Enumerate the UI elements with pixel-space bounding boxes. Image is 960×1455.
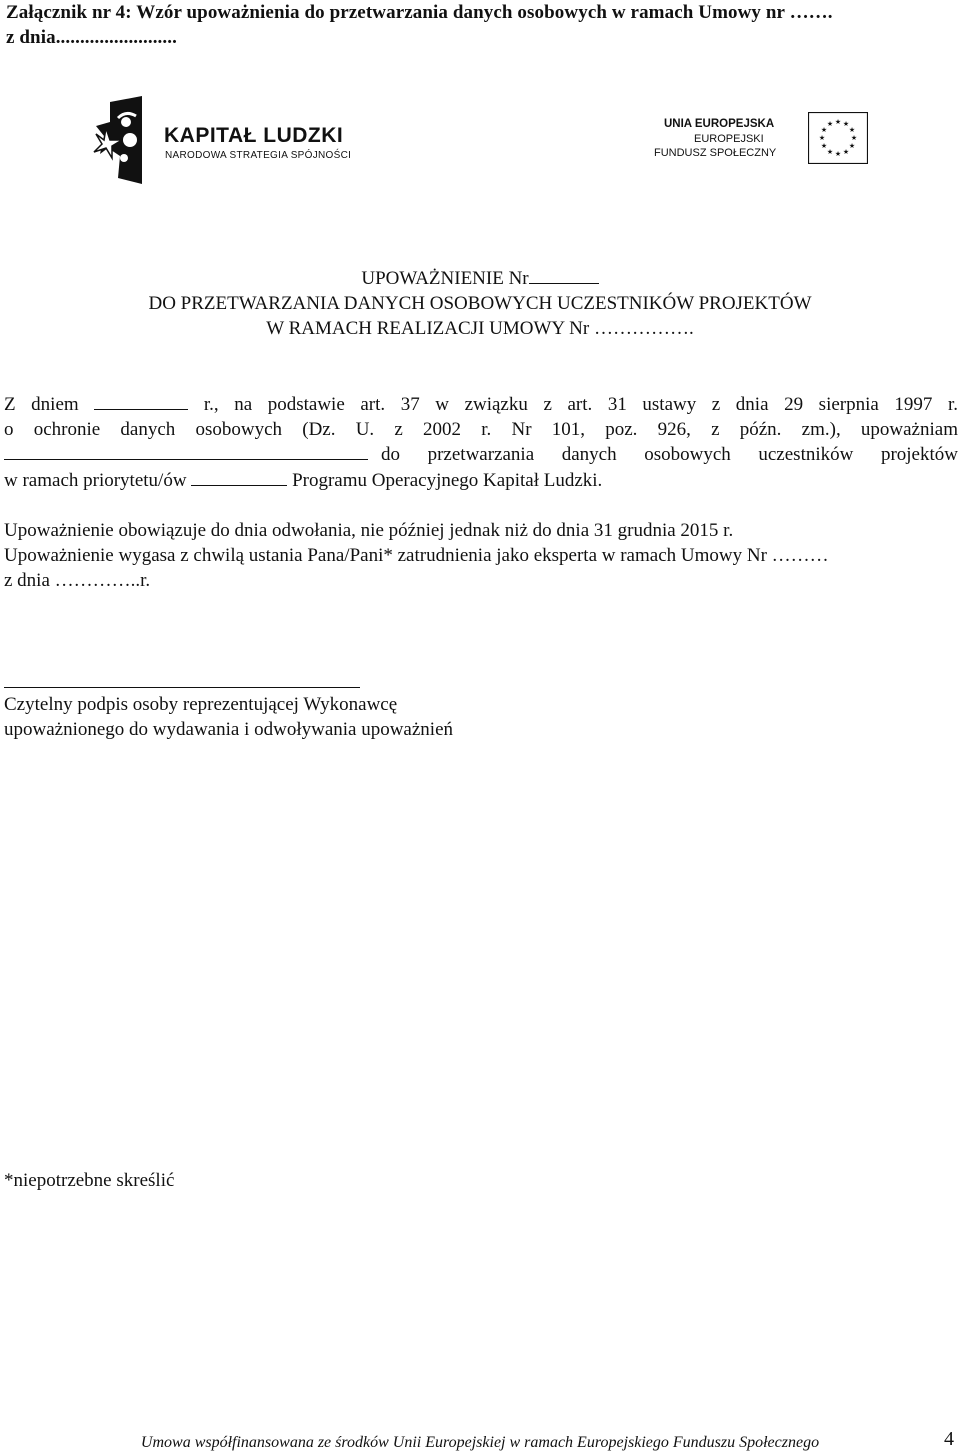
kapital-ludzki-emblem-icon (90, 96, 160, 184)
title-line3: W RAMACH REALIZACJI UMOWY Nr ……………. (266, 318, 694, 339)
kapital-ludzki-subtitle: NARODOWA STRATEGIA SPÓJNOŚCI (165, 150, 352, 161)
date-blank (94, 394, 188, 410)
signature-label-line1: Czytelny podpis osoby reprezentującej Wykonawcę (4, 694, 398, 715)
title-line2: DO PRZETWARZANIA DANYCH OSOBOWYCH UCZESTNIKÓW PROJEKTÓW (148, 293, 812, 314)
eu-name: UNIA EUROPEJSKA (664, 118, 775, 130)
page-footer: Umowa współfinansowana ze środków Unii Europejskiej w ramach Europejskiego Funduszu Społecznego (140, 1434, 820, 1451)
page-number: 4 (944, 1428, 954, 1450)
document-header-line1: Załącznik nr 4: Wzór upoważnienia do przetwarzania danych osobowych w ramach Umowy nr ……. (6, 2, 833, 23)
svg-text:★: ★ (842, 120, 850, 128)
svg-text:★: ★ (850, 134, 858, 142)
paragraph1-line4 (4, 470, 602, 492)
svg-text:★: ★ (818, 134, 826, 142)
signature-line (4, 687, 360, 688)
document-header-line2: z dnia......................... (6, 27, 177, 48)
eu-fund-line2: FUNDUSZ SPOŁECZNY (654, 147, 777, 159)
paragraph2-line2: Upoważnienie wygasa z chwilą ustania Pana/Pani* zatrudnienia jako eksperta w ramach Umowy Nr ……… (4, 545, 829, 566)
svg-text:★: ★ (848, 142, 856, 150)
svg-text:★: ★ (826, 120, 834, 128)
svg-text:★: ★ (826, 148, 834, 156)
paragraph1-line2: o ochronie danych osobowych (Dz. U. z 2002 r. Nr 101, poz. 926, z późn. zm.), upoważniam (4, 419, 958, 440)
person-name-blank (4, 444, 368, 460)
svg-text:★: ★ (848, 126, 856, 134)
svg-text:★: ★ (820, 142, 828, 150)
p1-line4-end: Programu Operacyjnego Kapitał Ludzki. (292, 470, 603, 491)
p1-line4-start: w ramach priorytetu/ów (4, 470, 187, 491)
svg-text:★: ★ (842, 148, 850, 156)
svg-text:★: ★ (834, 118, 842, 126)
p1-line3-text: do przetwarzania danych osobowych uczestników projektów (381, 444, 958, 465)
p1-start: Z dniem (4, 394, 79, 415)
svg-text:★: ★ (834, 150, 842, 158)
eu-logo (650, 110, 872, 170)
title-number-blank (529, 268, 599, 284)
kapital-ludzki-logo (90, 96, 360, 186)
footnote-strike-unnecessary: *niepotrzebne skreślić (4, 1170, 175, 1191)
svg-text:★: ★ (820, 126, 828, 134)
paragraph1-line3 (4, 444, 958, 466)
paragraph2-line3: z dnia …………..r. (4, 570, 151, 591)
kapital-ludzki-name: KAPITAŁ LUDZKI (164, 124, 344, 147)
eu-flag-icon (808, 112, 868, 164)
title-upowaznienie: UPOWAŻNIENIE Nr (361, 268, 529, 289)
priority-blank (191, 470, 287, 486)
p1-after-blank: r., na podstawie art. 37 w związku z art. 31 ustawy z dnia 29 sierpnia 1997 r. (203, 394, 958, 415)
paragraph2-line1: Upoważnienie obowiązuje do dnia odwołania, nie później jednak niż do dnia 31 grudnia 2015 r. (4, 520, 734, 541)
title-line1 (0, 268, 960, 290)
paragraph1-line1 (4, 394, 958, 416)
signature-label-line2: upoważnionego do wydawania i odwoływania upoważnień (4, 719, 454, 740)
eu-fund-line1: EUROPEJSKI (694, 133, 764, 145)
